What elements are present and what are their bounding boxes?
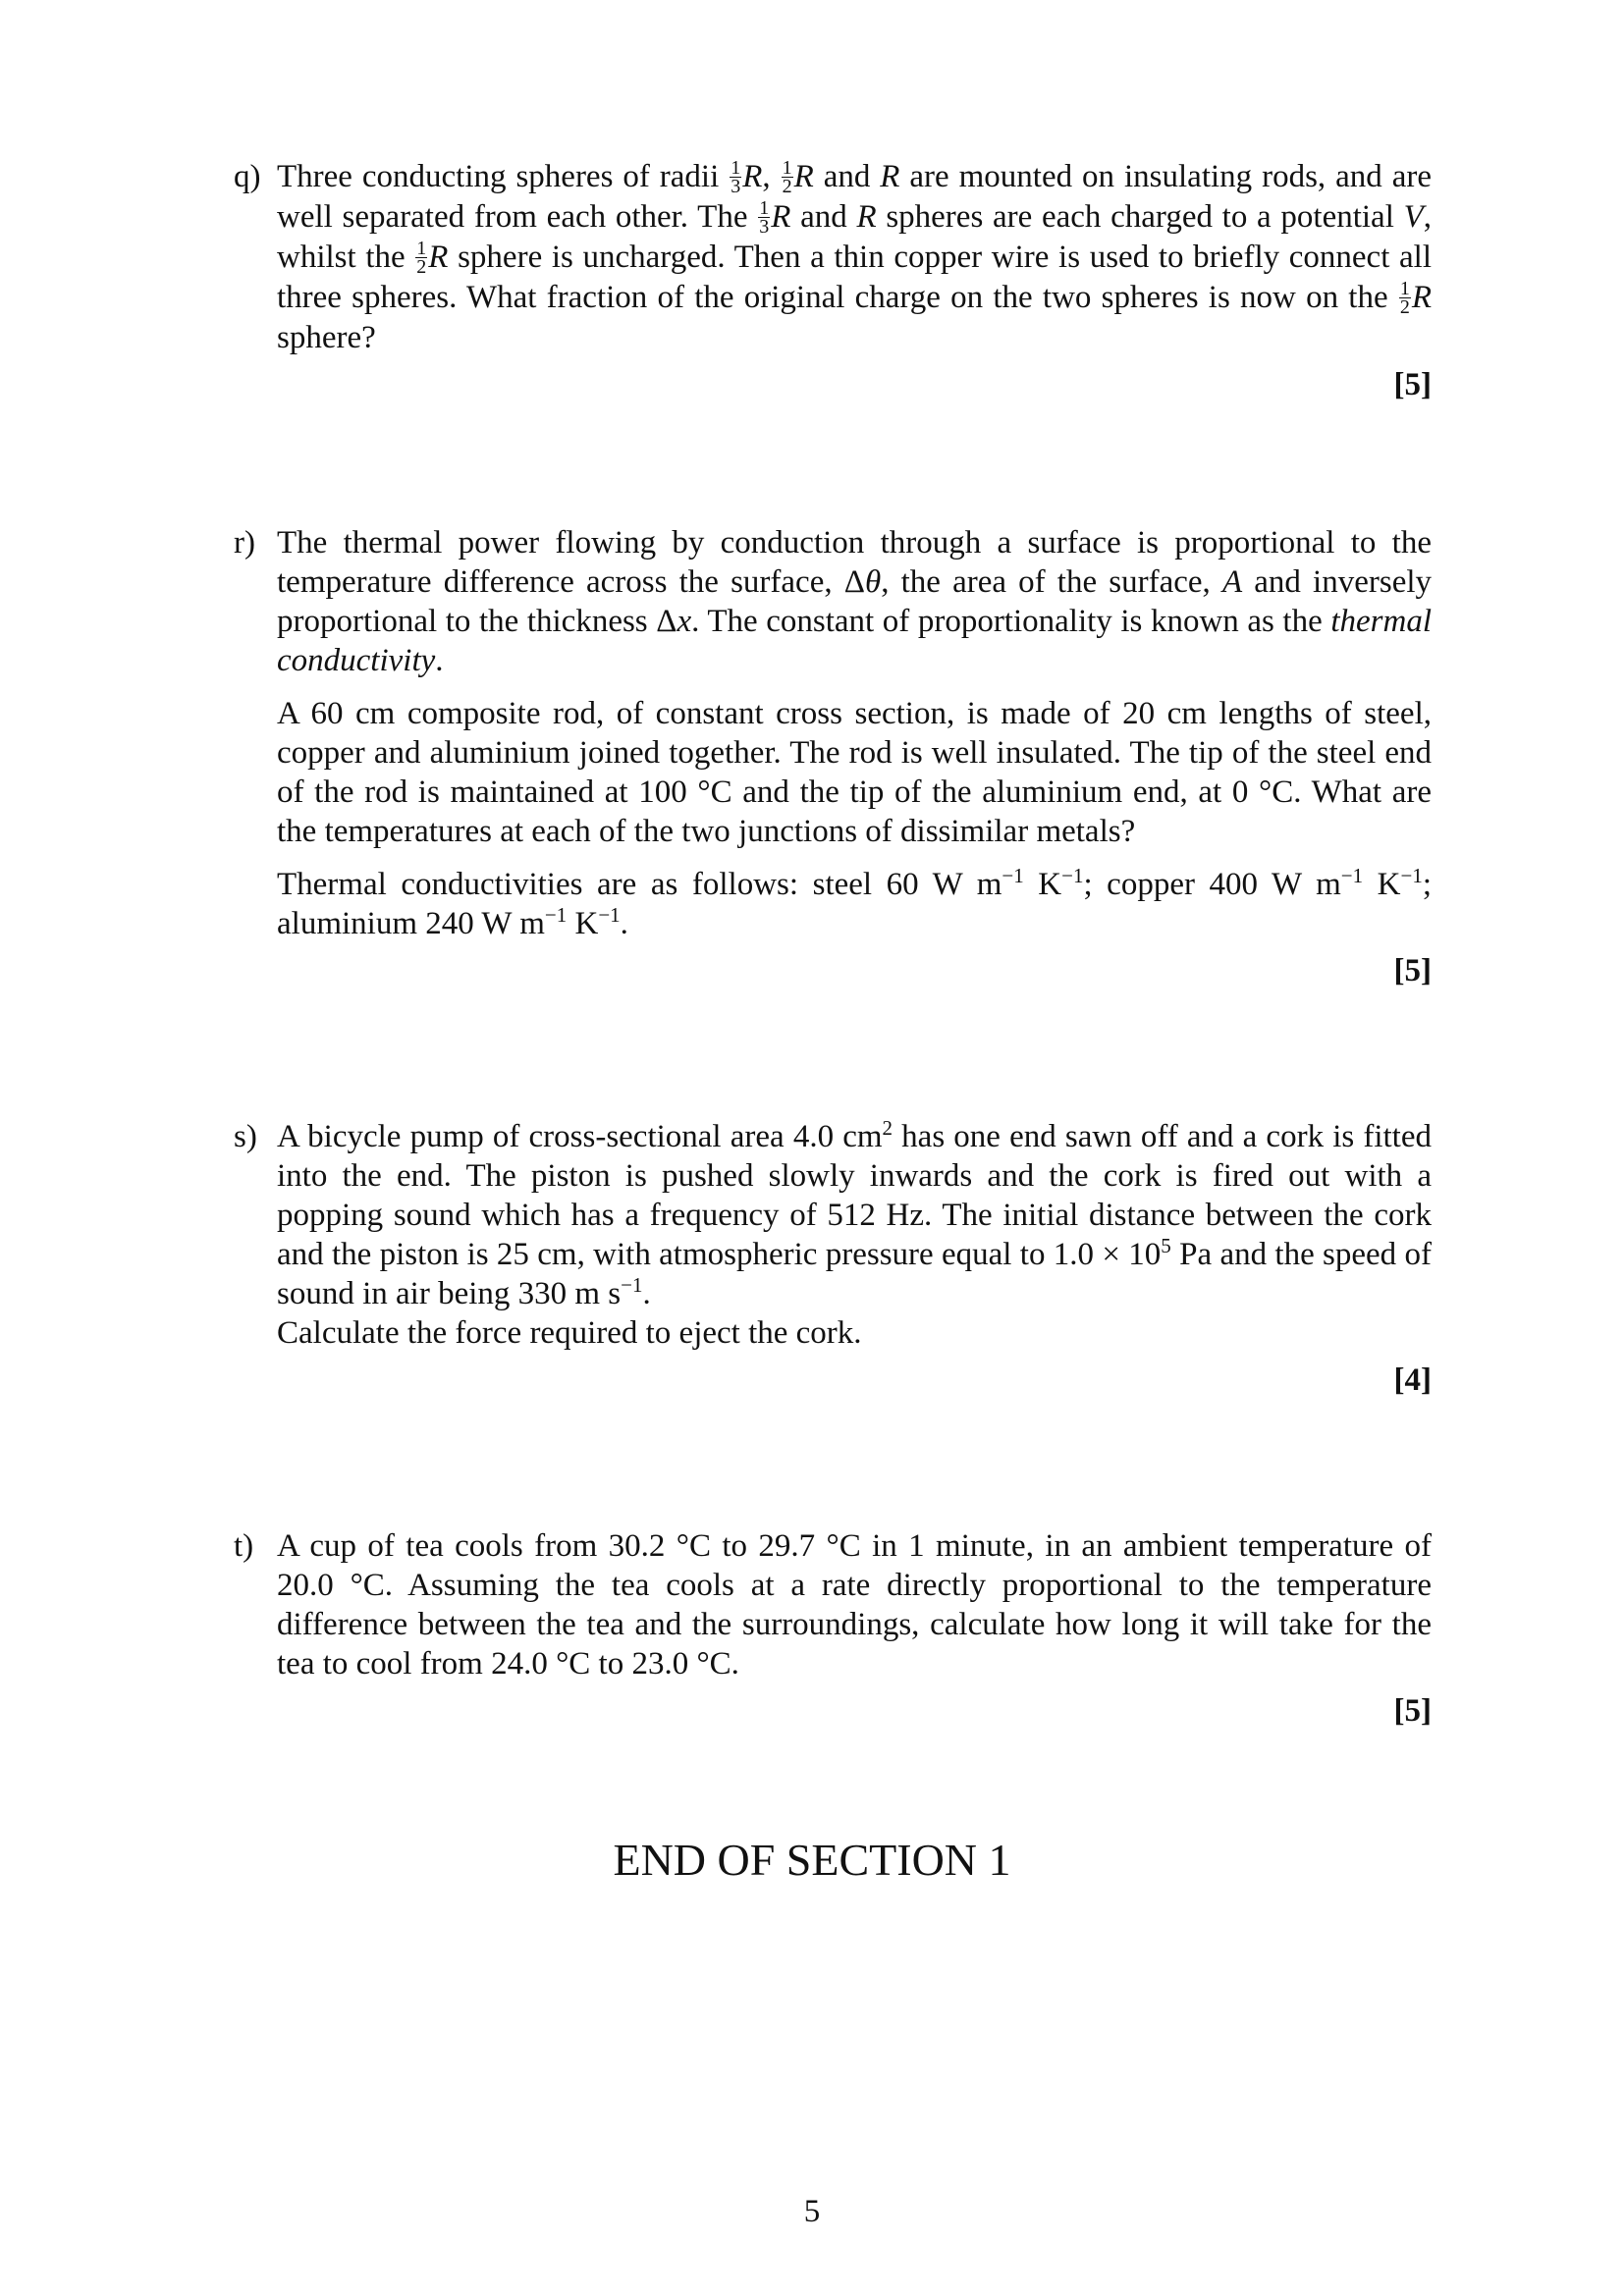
fraction-one-half: $\frac{1}{2}$ <box>416 237 427 278</box>
question-s <box>234 1117 1432 1400</box>
marks-badge: [5] <box>1393 1693 1432 1729</box>
marks-badge: [5] <box>1393 366 1432 402</box>
fraction-one-third: $\frac{1}{3}$ <box>731 156 741 197</box>
question-label: t) <box>234 1528 254 1564</box>
question-t <box>234 1526 1432 1731</box>
question-label: s) <box>234 1119 257 1154</box>
question-label: r) <box>234 525 255 561</box>
question-text: A 60 cm composite rod, of constant cross section, is made of 20 cm lengths of steel, copper and aluminium joined together. The rod is well insulated. The tip of the steel end of the rod is maintained at 100 °C and the tip of the aluminium end, at 0 °C. What are the temperatures at each of the two junctions of dissimilar metals? <box>277 696 1432 849</box>
section-end-heading: END OF SECTION 1 <box>613 1835 1011 1885</box>
page-number: 5 <box>803 2194 821 2229</box>
question-text: The thermal power flowing by conduction through a surface is proportional to the temperature difference across the surface, Δθ, the area of the surface, A and inversely proportional to the thickness Δx. The constant of proportionality is known as the thermal conductivity. <box>277 525 1433 678</box>
fraction-one-half: $\frac{1}{2}$ <box>782 156 792 197</box>
question-r <box>234 523 1432 990</box>
fraction-one-half: $\frac{1}{2}$ <box>1399 277 1410 318</box>
question-text: Calculate the force required to eject the cork. <box>277 1315 862 1351</box>
marks-badge: [4] <box>1393 1362 1432 1398</box>
question-text: A bicycle pump of cross-sectional area 4.0 $cm^2$ has one end sawn off and a cork is fitted into the end. The piston is pushed slowly inwards and the cork is fired out with a popping sound which has a frequency of 512 Hz. The initial distance between the cork and the piston is 25 cm, with atmospheric pressure equal to $1.0 \times 10^5$ Pa and the speed of sound in air being 330 m $s^{-1}$. <box>277 1116 1432 1311</box>
question-text: Three conducting spheres of radii $\frac{1}{3}$ R, $\frac{1}{2}$ R and R are mounted on insulating rods, and are well separated from each other. The $\frac{1}{3}$ R and R spheres are each charged to a potential V, whilst the $\frac{1}{2}$ R sphere is uncharged. Then a thin copper wire is used to briefly connect all three spheres. What fraction of the original charge on the two spheres is now on the $\frac{1}{2}$ R sphere? <box>277 156 1433 355</box>
fraction-one-third: $\frac{1}{3}$ <box>759 196 770 238</box>
question-label: q) <box>234 159 261 194</box>
question-q <box>234 157 1432 404</box>
question-text: A cup of tea cools from 30.2 °C to 29.7 °C in 1 minute, in an ambient temperature of 20.0 °C. Assuming the tea cools at a rate directly proportional to the temperature difference between the tea and the surroundings, calculate how long it will take for the tea to cool from 24.0 °C to 23.0 °C. <box>277 1528 1432 1682</box>
question-text: Thermal conductivities are as follows: steel 60 W $m^{-1}$ $K^{-1}$; copper 400 W $m^{-1}$ $K^{-1}$; aluminium 240 W $m^{-1}$ $K^{-1}$. <box>277 864 1432 941</box>
marks-badge: [5] <box>1393 953 1432 988</box>
